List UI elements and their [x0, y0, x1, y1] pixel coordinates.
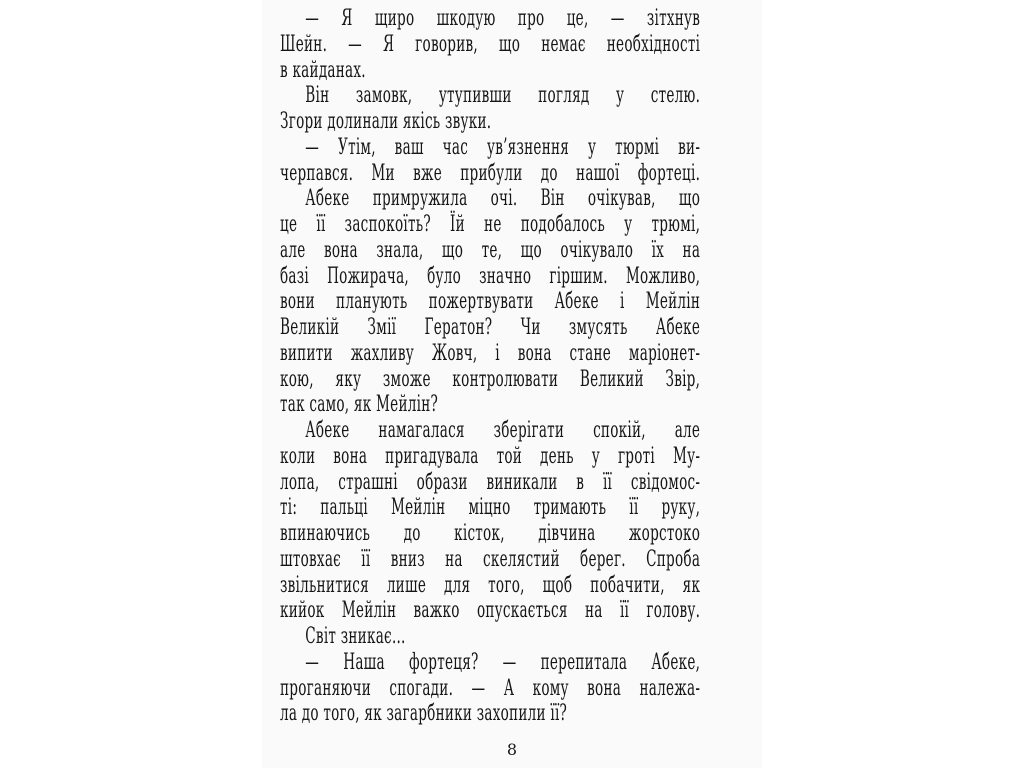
text-line: — Утім, ваш час ув’язнення у тюрмі ви-	[305, 134, 701, 160]
text-line: звільнитися лише для того, щоб побачити, як	[280, 572, 701, 598]
text-line: кою, яку зможе контролювати Великий Звір,	[280, 366, 701, 392]
text-line: випити жахливу Жовч, і вона стане маріонет-	[280, 340, 701, 366]
text-line: вони планують пожертвувати Абеке і Мейлін	[280, 289, 701, 315]
text-line: впинаючись до кісток, дівчина жорстоко	[280, 521, 701, 546]
text-line: це її заспокоїть? Їй не подобалось у трюмі,	[280, 212, 701, 237]
text-line: так само, як Мейлін?	[280, 392, 439, 418]
text-line: Великій Змії Гератон? Чи змусять Абеке	[280, 315, 701, 340]
text-line: кийок Мейлін важко опускається на її голову.	[280, 598, 701, 624]
text-line: — Наша фортеця? — перепитала Абеке,	[305, 649, 701, 675]
text-line: лопа, страшні образи виникали в її свідомос-	[280, 469, 701, 495]
text-line: в кайданах.	[280, 57, 366, 83]
text-line: — Я щиро шкодую про це, — зітхнув	[305, 6, 701, 31]
text-line: ті: пальці Мейлін міцно тримають її руку,	[280, 495, 701, 521]
text-line: Він замовк, утупивши погляд у стелю.	[305, 83, 701, 109]
text-line: Абеке примружила очі. Він очікував, що	[305, 186, 701, 212]
text-line: Згори долинали якісь звуки.	[280, 109, 492, 134]
text-line: черпався. Ми вже прибули до нашої фортеці.	[280, 160, 701, 186]
text-line: штовхає її вниз на скелястий берег. Спроба	[280, 546, 701, 572]
page-number: 8	[506, 740, 518, 759]
text-line: Абеке намагалася зберігати спокій, але	[305, 418, 701, 443]
text-line: базі Пожирача, було значно гіршим. Можливо,	[280, 263, 701, 289]
text-line: але вона знала, що те, що очікувало їх на	[280, 237, 701, 263]
text-line: коли вона пригадувала той день у гроті Му-	[280, 443, 701, 469]
page-body-text	[280, 6, 700, 727]
text-line: Шейн. — Я говорив, що немає необхідності	[280, 31, 701, 57]
text-line: Світ зникає…	[305, 624, 406, 649]
text-line: ла до того, як загарбники захопили її?	[280, 701, 568, 727]
text-line: проганяючи спогади. — А кому вона належа-	[280, 675, 701, 701]
book-page	[262, 0, 762, 768]
